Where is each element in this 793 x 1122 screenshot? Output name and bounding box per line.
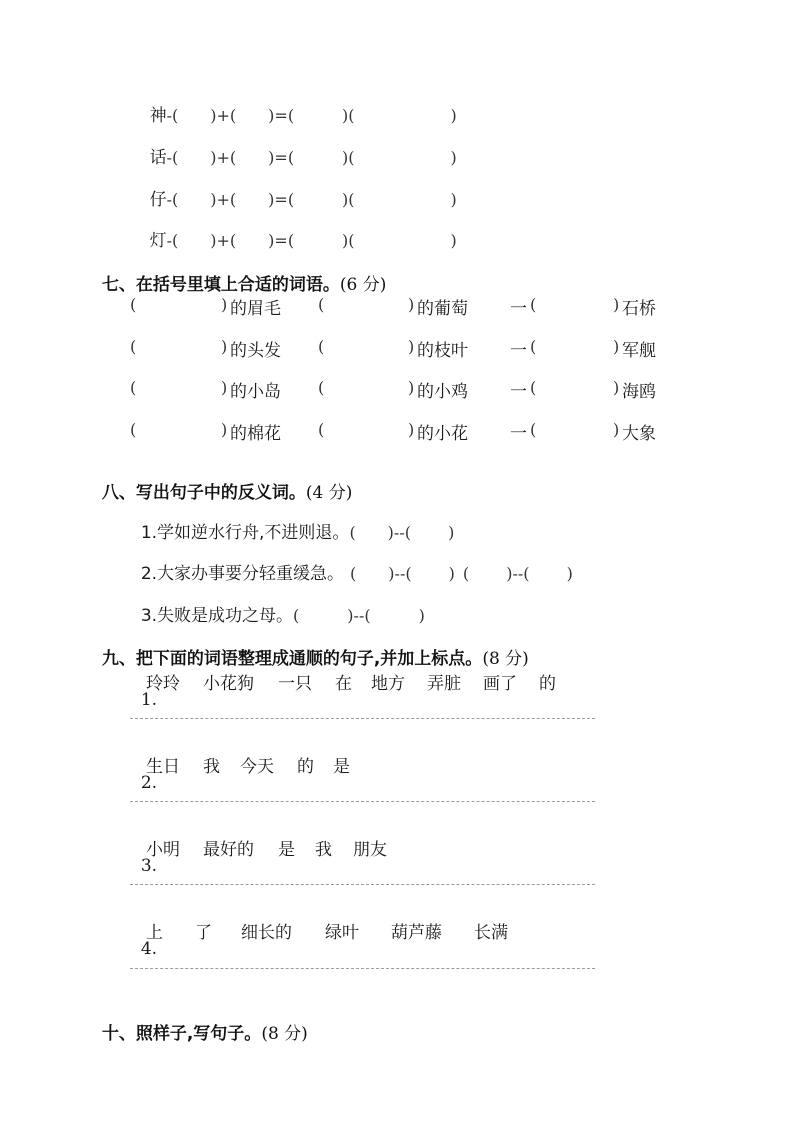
measure-prefix: 一 xyxy=(510,382,527,402)
measure-prefix: 一 xyxy=(510,299,527,319)
sentence-text: 2.大家办事要分轻重缓急。 xyxy=(140,564,345,584)
measure-prefix: 一 xyxy=(510,424,527,444)
word: 的 xyxy=(297,757,314,777)
section9-heading xyxy=(90,626,529,670)
blank-close: ) xyxy=(221,420,228,439)
phrase-col3: 军舰 xyxy=(622,341,656,361)
antonym-blanks[interactable]: ( )--( ) xyxy=(349,523,455,542)
blank-open: ( xyxy=(130,337,137,356)
word: 朋友 xyxy=(353,840,387,860)
phrase-col2: 的小花 xyxy=(417,424,468,444)
word: 今天 xyxy=(240,757,274,777)
blank-close: ) xyxy=(221,337,228,356)
word: 在 xyxy=(335,674,352,694)
phrase-col2: 的葡萄 xyxy=(417,299,468,319)
word: 玲玲 xyxy=(146,674,180,694)
phrase-col1: 的棉花 xyxy=(230,424,281,444)
phrase-col3: 海鸥 xyxy=(622,382,656,402)
section10-heading xyxy=(90,1001,308,1045)
word: 生日 xyxy=(146,757,180,777)
phrase-col1: 的眉毛 xyxy=(230,299,281,319)
blank-close: ) xyxy=(408,378,415,397)
item-number: 1. xyxy=(140,690,158,710)
blank-open: ( xyxy=(130,420,137,439)
word: 一只 xyxy=(278,674,312,694)
word: 弄脏 xyxy=(427,674,461,694)
word: 最好的 xyxy=(203,840,254,860)
antonym-item-1 xyxy=(130,503,454,543)
blank-open: ( xyxy=(530,295,537,314)
word: 我 xyxy=(203,757,220,777)
section8-score: (4 分) xyxy=(305,483,353,503)
blank-close: ) xyxy=(613,337,620,356)
antonym-blanks[interactable]: ( )--( ) ( )--( ) xyxy=(350,564,573,583)
word: 是 xyxy=(278,840,295,860)
split-char: 神 xyxy=(149,106,167,126)
phrase-col1: 的头发 xyxy=(230,341,281,361)
section9-title: 九、把下面的词语整理成通顺的句子,并加上标点。 xyxy=(101,649,483,669)
blank-close: ) xyxy=(408,337,415,356)
section10-title: 十、照样子,写句子。 xyxy=(101,1024,262,1044)
blank-open: ( xyxy=(530,337,537,356)
split-char: 仔 xyxy=(149,190,167,210)
phrase-col2: 的小鸡 xyxy=(417,382,468,402)
blank-open: ( xyxy=(318,378,325,397)
answer-line-1[interactable] xyxy=(130,718,595,719)
answer-blanks[interactable]: -( )+( )=( )( ) xyxy=(166,106,457,125)
split-char: 话 xyxy=(149,148,167,168)
answer-blanks[interactable]: -( )+( )=( )( ) xyxy=(166,231,457,250)
blank-open: ( xyxy=(130,378,137,397)
word: 我 xyxy=(315,840,332,860)
section7-score: (6 分) xyxy=(339,275,387,295)
section7-title: 七、在括号里填上合适的词语。 xyxy=(101,275,340,295)
blank-open: ( xyxy=(130,295,137,314)
word: 细长的 xyxy=(241,923,292,943)
sentence-text: 3.失败是成功之母。 xyxy=(140,606,294,626)
word: 小花狗 xyxy=(203,674,254,694)
blank-close: ) xyxy=(221,378,228,397)
answer-blanks[interactable]: -( )+( )=( )( ) xyxy=(166,190,457,209)
word: 画了 xyxy=(483,674,517,694)
antonym-item-3 xyxy=(130,586,425,626)
section8-title: 八、写出句子中的反义词。 xyxy=(101,483,306,503)
blank-open: ( xyxy=(530,420,537,439)
word: 小明 xyxy=(146,840,180,860)
measure-prefix: 一 xyxy=(510,341,527,361)
word: 上 xyxy=(146,923,163,943)
section9-score: (8 分) xyxy=(482,649,529,669)
phrase-col3: 大象 xyxy=(622,424,656,444)
split-char: 灯 xyxy=(149,231,167,251)
blank-close: ) xyxy=(221,295,228,314)
word: 绿叶 xyxy=(325,923,359,943)
phrase-col2: 的枝叶 xyxy=(417,341,468,361)
blank-open: ( xyxy=(530,378,537,397)
phrase-col1: 的小岛 xyxy=(230,382,281,402)
blank-open: ( xyxy=(318,337,325,356)
phrase-col3: 石桥 xyxy=(622,299,656,319)
sentence-text: 1.学如逆水行舟,不进则退。 xyxy=(140,523,350,543)
item-number: 2. xyxy=(140,773,158,793)
word: 葫芦藤 xyxy=(391,923,442,943)
item-number: 3. xyxy=(140,856,158,876)
blank-open: ( xyxy=(318,420,325,439)
section7-heading xyxy=(90,252,386,296)
blank-open: ( xyxy=(318,295,325,314)
answer-line-3[interactable] xyxy=(130,884,595,885)
section8-heading xyxy=(90,460,352,504)
answer-line-2[interactable] xyxy=(130,801,595,802)
section10-score: (8 分) xyxy=(261,1024,308,1044)
word: 的 xyxy=(539,674,556,694)
blank-close: ) xyxy=(613,295,620,314)
word: 是 xyxy=(333,757,350,777)
answer-line-4[interactable] xyxy=(130,968,595,969)
antonym-blanks[interactable]: ( )--( ) xyxy=(293,606,425,625)
word: 地方 xyxy=(371,674,405,694)
answer-blanks[interactable]: -( )+( )=( )( ) xyxy=(166,148,457,167)
word: 长满 xyxy=(474,923,508,943)
blank-close: ) xyxy=(408,420,415,439)
blank-close: ) xyxy=(408,295,415,314)
blank-close: ) xyxy=(613,378,620,397)
blank-close: ) xyxy=(613,420,620,439)
item-number: 4. xyxy=(140,939,158,959)
antonym-item-2 xyxy=(130,544,573,584)
word: 了 xyxy=(195,923,212,943)
